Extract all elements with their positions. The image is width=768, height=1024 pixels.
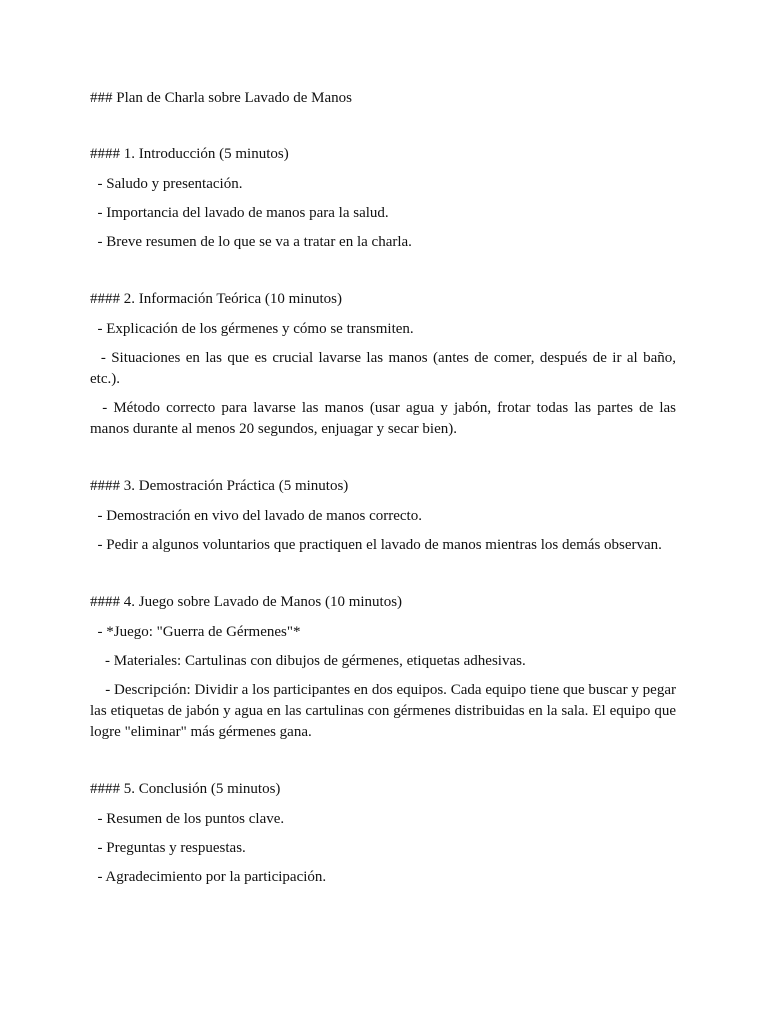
list-item: - Descripción: Dividir a los participantes en dos equipos. Cada equipo tiene que buscar y pegar las etiquetas de jabón y agua en las cartulinas con gérmenes distribuidas en la sala. El equipo que logre "eliminar" más gérmenes gana. (90, 682, 680, 740)
list-item: - Preguntas y respuestas. (90, 840, 246, 856)
list-item: - Saludo y presentación. (90, 176, 243, 192)
section-heading: #### 3. Demostración Práctica (5 minutos) (90, 478, 349, 494)
section-conclusion (90, 779, 676, 888)
document-page (90, 88, 680, 924)
list-item: - *Juego: "Guerra de Gérmenes"* (90, 624, 301, 640)
list-item: - Demostración en vivo del lavado de manos correcto. (90, 508, 422, 524)
list-item: - Situaciones en las que es crucial lavarse las manos (antes de comer, después de ir al baño, etc.). (90, 350, 680, 387)
section-heading: #### 2. Información Teórica (10 minutos) (90, 291, 342, 307)
list-item: - Explicación de los gérmenes y cómo se transmiten. (90, 321, 414, 337)
list-item: - Método correcto para lavarse las manos (usar agua y jabón, frotar todas las partes de las manos durante al menos 20 segundos, enjuagar y secar bien). (90, 400, 680, 437)
list-item: - Pedir a algunos voluntarios que practiquen el lavado de manos mientras los demás observan. (90, 537, 662, 553)
list-item: - Breve resumen de lo que se va a tratar en la charla. (90, 234, 412, 250)
section-heading: #### 1. Introducción (5 minutos) (90, 146, 289, 162)
section-heading: #### 5. Conclusión (5 minutos) (90, 781, 281, 797)
list-item: - Resumen de los puntos clave. (90, 811, 285, 827)
section-informacion-teorica (90, 289, 680, 440)
list-item: - Materiales: Cartulinas con dibujos de gérmenes, etiquetas adhesivas. (90, 653, 526, 669)
section-demostracion-practica (90, 476, 676, 556)
list-item: - Importancia del lavado de manos para la salud. (90, 205, 389, 221)
section-heading: #### 4. Juego sobre Lavado de Manos (10 minutos) (90, 594, 403, 610)
section-introduccion (90, 144, 676, 253)
document-title: ### Plan de Charla sobre Lavado de Manos (90, 90, 353, 106)
section-juego (90, 592, 680, 743)
list-item: - Agradecimiento por la participación. (90, 869, 327, 885)
